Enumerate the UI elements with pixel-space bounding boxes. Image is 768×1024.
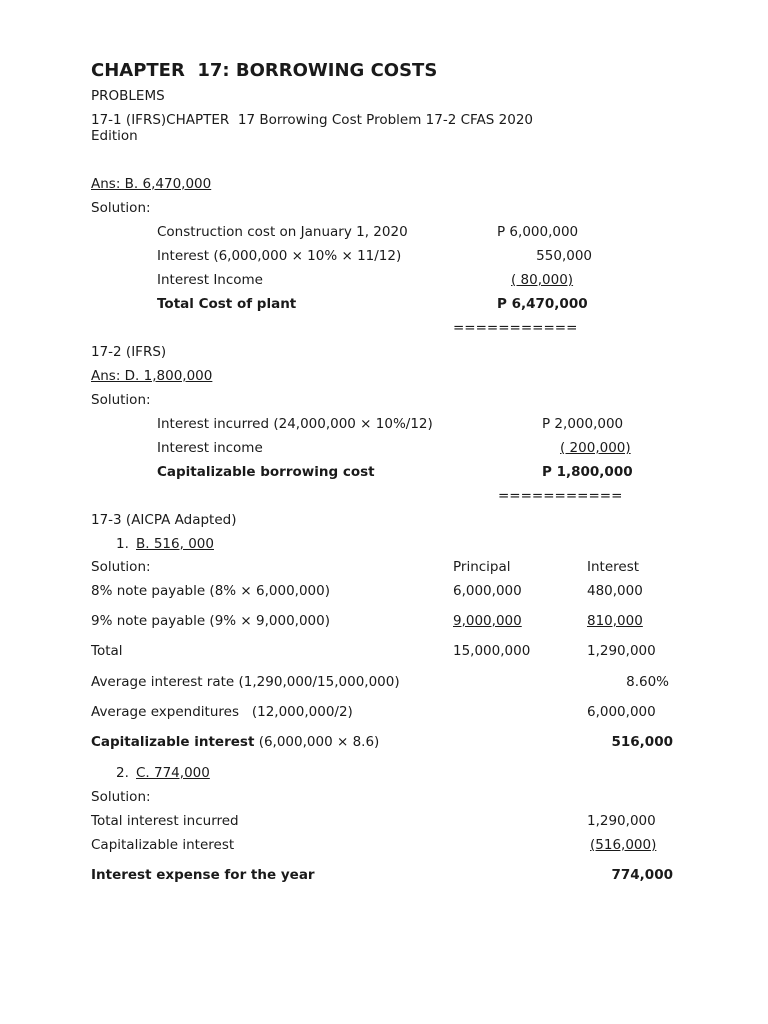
p3-cap-interest-label-rest: (6,000,000 × 8.6) — [254, 734, 380, 750]
p3-cap-interest-label — [91, 734, 379, 750]
p3-total-incurred-label: Total interest incurred — [91, 813, 239, 829]
p3-item-1-number: 1. — [116, 536, 129, 552]
p3-row-label: 9% note payable (9% × 9,000,000) — [91, 613, 330, 629]
p3-avg-exp-value: 6,000,000 — [587, 704, 656, 720]
p3-row-principal: 9,000,000 — [453, 613, 522, 629]
p3-item-1-answer: B. 516, 000 — [136, 536, 214, 552]
p1-total-label: Total Cost of plant — [157, 296, 297, 312]
p1-double-rule: =========== — [453, 320, 578, 336]
p3-capitalizable-label: Capitalizable interest — [91, 837, 235, 853]
p3-expense-value: 774,000 — [611, 867, 673, 883]
p3-item-2-number: 2. — [116, 765, 129, 781]
p3-avg-rate-value: 8.60% — [626, 674, 669, 690]
problem-1-heading: 17-1 (IFRS)CHAPTER 17 Borrowing Cost Problem 17-2 CFAS 2020 — [91, 112, 533, 128]
p3-col-interest: Interest — [587, 559, 640, 575]
p1-row-value: 550,000 — [536, 248, 592, 264]
p3-solution-2-label: Solution: — [91, 789, 151, 805]
problem-1-heading-cont: Edition — [91, 128, 138, 144]
p3-row-interest: 810,000 — [587, 613, 643, 629]
p3-cap-interest-value: 516,000 — [611, 734, 673, 750]
p3-row-principal: 6,000,000 — [453, 583, 522, 599]
p3-total-incurred-value: 1,290,000 — [587, 813, 656, 829]
p3-avg-rate-label: Average interest rate (1,290,000/15,000,000) — [91, 674, 400, 690]
p2-double-rule: =========== — [498, 488, 623, 504]
problem-1-answer: Ans: B. 6,470,000 — [91, 176, 212, 192]
p3-row-label: Total — [91, 643, 123, 659]
problem-1-solution-label: Solution: — [91, 200, 151, 216]
p3-avg-exp-label: Average expenditures (12,000,000/2) — [91, 704, 353, 720]
p3-col-principal: Principal — [453, 559, 511, 575]
problem-2-heading: 17-2 (IFRS) — [91, 344, 167, 360]
p1-row-value: P 6,000,000 — [497, 224, 579, 240]
p3-capitalizable-value: (516,000) — [590, 837, 657, 853]
p3-row-principal: 15,000,000 — [453, 643, 531, 659]
p3-row-interest: 480,000 — [587, 583, 643, 599]
p2-total-value: P 1,800,000 — [542, 464, 633, 480]
p1-row-label: Interest (6,000,000 × 10% × 11/12) — [157, 248, 402, 264]
p3-solution-label: Solution: — [91, 559, 151, 575]
problem-2-answer: Ans: D. 1,800,000 — [91, 368, 213, 384]
p2-row-value: ( 200,000) — [560, 440, 631, 456]
chapter-title: CHAPTER 17: BORROWING COSTS — [91, 60, 438, 81]
problem-2-solution-label: Solution: — [91, 392, 151, 408]
p3-row-label: 8% note payable (8% × 6,000,000) — [91, 583, 330, 599]
p3-row-interest: 1,290,000 — [587, 643, 656, 659]
p1-total-value: P 6,470,000 — [497, 296, 588, 312]
p1-row-value: ( 80,000) — [511, 272, 574, 288]
p3-cap-interest-label-bold: Capitalizable interest — [91, 734, 255, 750]
p3-item-2-answer: C. 774,000 — [136, 765, 210, 781]
problem-3-heading: 17-3 (AICPA Adapted) — [91, 512, 237, 528]
p2-row-label: Interest incurred (24,000,000 × 10%/12) — [157, 416, 433, 432]
p1-row-label: Construction cost on January 1, 2020 — [157, 224, 408, 240]
p2-total-label: Capitalizable borrowing cost — [157, 464, 375, 480]
p1-row-label: Interest Income — [157, 272, 263, 288]
p3-expense-label: Interest expense for the year — [91, 867, 315, 883]
section-label: PROBLEMS — [91, 88, 165, 104]
p2-row-value: P 2,000,000 — [542, 416, 624, 432]
p2-row-label: Interest income — [157, 440, 263, 456]
